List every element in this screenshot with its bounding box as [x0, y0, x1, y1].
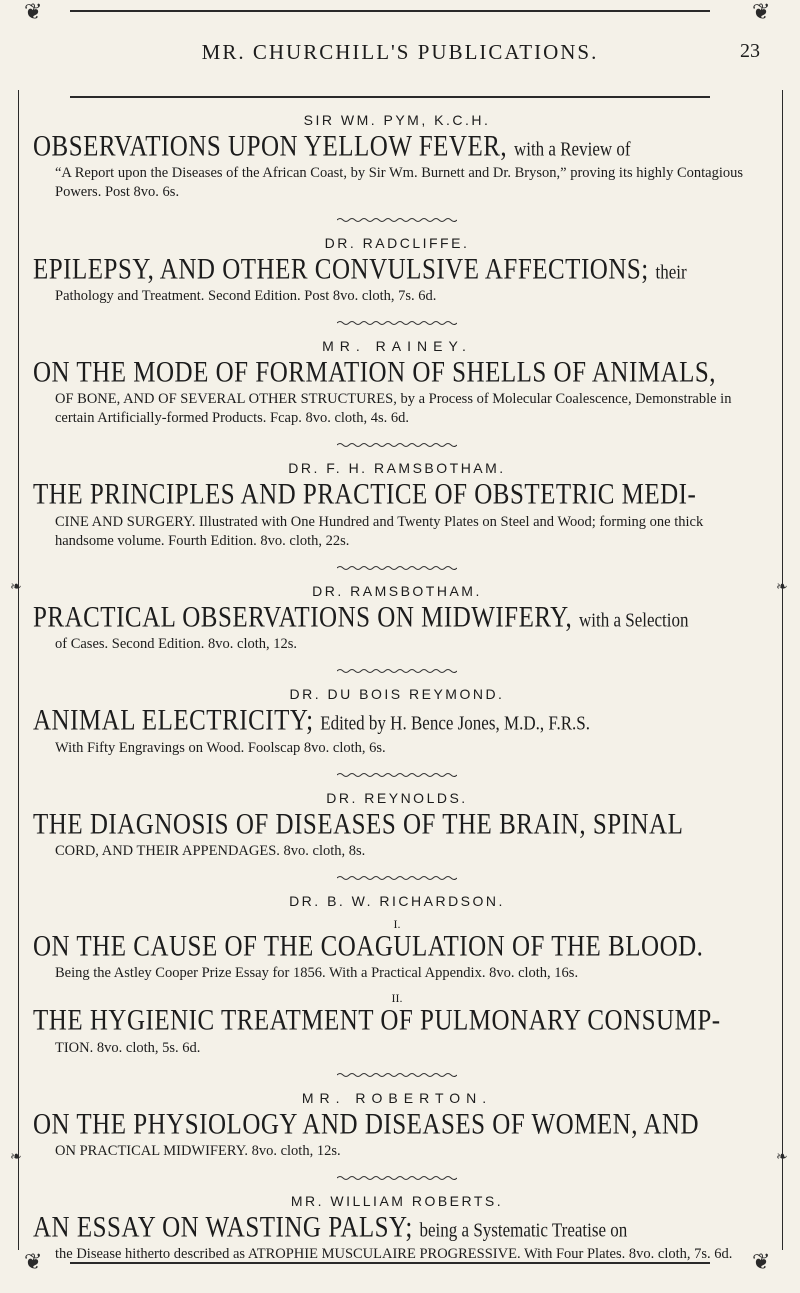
side-ornament-icon: ❧	[776, 1149, 788, 1165]
catalogue-entry	[33, 790, 761, 861]
entry-title-text: AN ESSAY ON WASTING PALSY;	[33, 1211, 413, 1244]
entry-author: MR. ROBERTON.	[301, 1089, 493, 1106]
entry-title	[33, 706, 761, 737]
catalogue-entry	[33, 1090, 761, 1161]
entry-title	[33, 255, 761, 286]
wavy-divider	[337, 668, 457, 674]
entry-title: THE HYGIENIC TREATMENT OF PULMONARY CONSUMP-	[33, 1005, 721, 1038]
page-number: 23	[740, 40, 760, 62]
entry-description: of Cases. Second Edition. 8vo. cloth, 12s.	[55, 636, 298, 653]
catalogue-entry	[33, 1193, 761, 1264]
entry-author: MR. WILLIAM ROBERTS.	[290, 1193, 504, 1210]
catalogue-entry	[33, 112, 761, 203]
entry-author: DR. DU BOIS REYMOND.	[289, 686, 505, 703]
right-border-rule	[782, 90, 783, 1250]
entry-description: the Disease hitherto described as ATROPHIE MUSCULAIRE PROGRESSIVE. With Four Plates. 8vo. cloth, 7s. 6d.	[55, 1246, 733, 1263]
entry-author: DR. B. W. RICHARDSON.	[289, 893, 505, 909]
entry-description: CINE AND SURGERY. Illustrated with One Hundred and Twenty Plates on Steel and Wood; forming one thick handsome volume. Fourth Edition. 8vo. cloth, 22s.	[55, 513, 704, 549]
catalogue-entry	[33, 460, 761, 551]
side-ornament-icon: ❧	[10, 579, 22, 595]
entry-title	[33, 603, 761, 634]
wavy-divider	[337, 442, 457, 448]
entry-title	[33, 1213, 761, 1244]
catalogue-entry	[33, 235, 761, 306]
entry-title: ON THE MODE OF FORMATION OF SHELLS OF ANIMALS,	[33, 356, 717, 389]
entry-description: OF BONE, AND OF SEVERAL OTHER STRUCTURES, by a Process of Molecular Coalescence, Demonstrable in certain Artificially-formed Products. Fcap. 8vo. cloth, 4s. 6d.	[55, 391, 732, 427]
wavy-divider	[337, 320, 457, 326]
entry-title-text: PRACTICAL OBSERVATIONS ON MIDWIFERY,	[33, 601, 573, 634]
volume-numeral: II.	[391, 991, 403, 1006]
entry-title: ON THE CAUSE OF THE COAGULATION OF THE BLOOD.	[33, 930, 704, 963]
entry-description: Being the Astley Cooper Prize Essay for 1856. With a Practical Appendix. 8vo. cloth, 16s.	[55, 965, 579, 982]
corner-ornament-icon: ❦	[752, 0, 771, 25]
entry-description: CORD, AND THEIR APPENDAGES. 8vo. cloth, 8s.	[55, 842, 366, 859]
catalogue-entry	[33, 893, 761, 1058]
entry-author: DR. RAMSBOTHAM.	[312, 582, 482, 599]
entry-title	[33, 132, 761, 163]
catalogue-entries	[33, 112, 761, 1265]
entry-title: THE PRINCIPLES AND PRACTICE OF OBSTETRIC MEDI-	[33, 479, 697, 512]
entry-title-text: ANIMAL ELECTRICITY;	[33, 705, 314, 737]
entry-title-suffix: their	[655, 260, 687, 283]
corner-ornament-icon: ❦	[24, 0, 43, 25]
entry-title: ON THE PHYSIOLOGY AND DISEASES OF WOMEN, AND	[33, 1108, 700, 1141]
entry-author: MR. RAINEY.	[322, 337, 472, 354]
wavy-divider	[337, 772, 457, 778]
entry-title-text: EPILEPSY, AND OTHER CONVULSIVE AFFECTIONS;	[33, 253, 649, 286]
entry-description: Pathology and Treatment. Second Edition. Post 8vo. cloth, 7s. 6d.	[55, 287, 437, 304]
top-border-rule	[70, 10, 710, 12]
wavy-divider	[337, 1175, 457, 1181]
volume-numeral: I.	[393, 917, 401, 931]
wavy-divider	[337, 875, 457, 881]
entry-title-suffix: Edited by H. Bence Jones, M.D., F.R.S.	[320, 712, 590, 735]
entry-description: “A Report upon the Diseases of the African Coast, by Sir Wm. Burnett and Dr. Bryson,” proving its highly Contagious Powers. Post 8vo. 6s.	[55, 165, 743, 201]
wavy-divider	[337, 565, 457, 571]
entry-description: TION. 8vo. cloth, 5s. 6d.	[55, 1039, 201, 1056]
header-underline-rule	[70, 96, 710, 98]
entry-title: THE DIAGNOSIS OF DISEASES OF THE BRAIN, SPINAL	[33, 808, 684, 841]
catalogue-entry	[33, 686, 761, 757]
side-ornament-icon: ❧	[776, 579, 788, 595]
side-ornament-icon: ❧	[10, 1149, 22, 1165]
corner-ornament-icon: ❦	[24, 1250, 43, 1275]
wavy-divider	[337, 1072, 457, 1078]
catalogue-entry	[33, 338, 761, 429]
entry-author: DR. RADCLIFFE.	[324, 234, 470, 251]
corner-ornament-icon: ❦	[752, 1250, 771, 1275]
entry-title-suffix: being a Systematic Treatise on	[419, 1219, 628, 1242]
wavy-divider	[337, 217, 457, 223]
entry-title-suffix: with a Selection	[578, 608, 689, 632]
left-border-rule	[18, 90, 19, 1250]
running-title: MR. CHURCHILL'S PUBLICATIONS.	[201, 40, 599, 64]
entry-description: ON PRACTICAL MIDWIFERY. 8vo. cloth, 12s.	[55, 1143, 341, 1159]
catalogue-entry	[33, 583, 761, 654]
entry-title-suffix: with a Review of	[513, 137, 631, 161]
entry-title-text: OBSERVATIONS UPON YELLOW FEVER,	[33, 130, 508, 163]
entry-author: DR. F. H. RAMSBOTHAM.	[288, 460, 506, 477]
entry-author: SIR WM. PYM, K.C.H.	[303, 112, 491, 128]
entry-description: With Fifty Engravings on Wood. Foolscap 8vo. cloth, 6s.	[55, 739, 386, 756]
entry-author: DR. REYNOLDS.	[326, 789, 468, 806]
